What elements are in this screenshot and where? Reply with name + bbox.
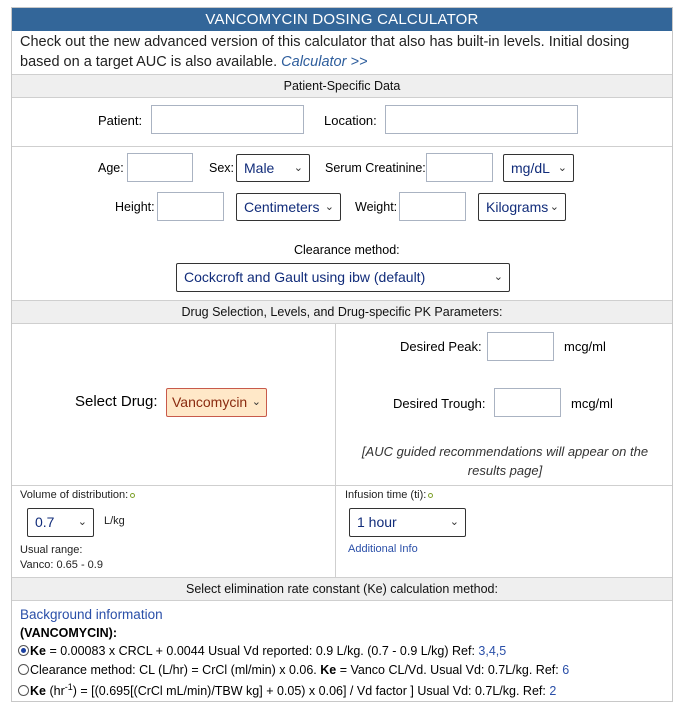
- weight-unit-value: Kilograms: [486, 199, 549, 215]
- drug-value: Vancomycin: [172, 394, 248, 410]
- weight-unit-select[interactable]: [478, 193, 566, 221]
- age-label: Age:: [98, 161, 124, 175]
- vd-unit: L/kg: [104, 515, 125, 527]
- infusion-time-value: 1 hour: [357, 514, 397, 530]
- creatinine-unit-select[interactable]: [503, 154, 574, 182]
- height-unit-select[interactable]: [236, 193, 341, 221]
- method-3-ref[interactable]: 2: [549, 684, 557, 699]
- vd-label-text: Volume of distribution:: [20, 489, 129, 501]
- page-title: VANCOMYCIN DOSING CALCULATOR: [12, 8, 672, 31]
- height-label: Height:: [115, 200, 155, 214]
- calculator-panel: [11, 7, 673, 702]
- clearance-method-label: Clearance method:: [294, 243, 400, 257]
- usual-range-value: Vanco: 0.65 - 0.9: [20, 559, 103, 571]
- additional-info-link[interactable]: Additional Info: [348, 543, 418, 555]
- clearance-method-select[interactable]: [176, 263, 510, 292]
- method-2-text: Clearance method: CL (L/hr) = CrCl (ml/min) x 0.06.: [30, 663, 321, 677]
- info-icon[interactable]: [428, 493, 433, 498]
- method-3-text: = [(0.695[(CrCl mL/min)/TBW kg] + 0.05) x 0.06] / Vd factor ] Usual Vd: 0.7L/kg. Ref:: [76, 684, 550, 699]
- ke-method-option-2[interactable]: [18, 663, 569, 677]
- ke-section-header: Select elimination rate constant (Ke) calculation method:: [12, 577, 672, 601]
- drug-name-heading: (VANCOMYCIN):: [20, 626, 117, 640]
- method-1-text: = 0.00083 x CRCL + 0.0044 Usual Vd reported: 0.9 L/kg. (0.7 - 0.9 L/kg) Ref:: [45, 644, 479, 658]
- location-label: Location:: [324, 113, 377, 128]
- age-input[interactable]: [127, 153, 193, 182]
- weight-label: Weight:: [355, 200, 398, 214]
- column-divider: [335, 324, 336, 578]
- divider: [12, 485, 672, 486]
- method-2-ref[interactable]: 6: [562, 663, 570, 677]
- patient-label: Patient:: [98, 113, 143, 128]
- sex-value: Male: [244, 160, 275, 176]
- height-input[interactable]: [157, 192, 224, 221]
- height-unit-value: Centimeters: [244, 199, 320, 215]
- desired-trough-input[interactable]: [494, 388, 561, 417]
- method-3-hr: (hr: [45, 684, 65, 699]
- ke-term: Ke: [320, 663, 337, 677]
- drug-select[interactable]: [166, 388, 267, 417]
- clearance-method-value: Cockcroft and Gault using ibw (default): [184, 269, 426, 285]
- sex-label: Sex:: [209, 161, 235, 175]
- chevron-down-icon: ⌄: [549, 201, 559, 213]
- method-3-sup: -1: [64, 682, 73, 692]
- desired-trough-label: Desired Trough:: [393, 396, 486, 411]
- infusion-time-label: [345, 489, 433, 501]
- radio-unselected[interactable]: [18, 664, 29, 675]
- vd-value: 0.7: [35, 514, 55, 530]
- chevron-down-icon: ⌄: [77, 516, 87, 528]
- desired-peak-label: Desired Peak:: [400, 339, 482, 354]
- patient-input[interactable]: [151, 105, 304, 134]
- calculator-link[interactable]: Calculator >>: [281, 54, 368, 70]
- creatinine-unit-value: mg/dL: [511, 160, 550, 176]
- volume-of-distribution-label: [20, 489, 135, 501]
- chevron-down-icon: ⌄: [324, 201, 334, 213]
- divider: [12, 146, 672, 147]
- infusion-label-text: Infusion time (ti):: [345, 489, 427, 501]
- weight-input[interactable]: [399, 192, 466, 221]
- chevron-down-icon: ⌄: [251, 396, 261, 408]
- method-1-refs[interactable]: 3,4,5: [478, 644, 507, 658]
- serum-creatinine-label: Serum Creatinine:: [325, 161, 426, 175]
- chevron-down-icon: ⌄: [557, 162, 567, 174]
- chevron-down-icon: ⌄: [449, 516, 459, 528]
- ke-term: Ke: [30, 644, 46, 658]
- method-3-close: ): [72, 684, 77, 699]
- serum-creatinine-input[interactable]: [426, 153, 493, 182]
- desired-peak-input[interactable]: [487, 332, 554, 361]
- usual-range-label: Usual range:: [20, 544, 83, 556]
- ke-method-option-3[interactable]: [18, 682, 556, 698]
- auc-note: [AUC guided recommendations will appear on the results page]: [361, 444, 649, 478]
- info-icon[interactable]: [130, 493, 135, 498]
- chevron-down-icon: ⌄: [293, 162, 303, 174]
- intro-message: Check out the new advanced version of this calculator that also has built-in levels. Initial dosing based on a target AUC is also available.: [20, 34, 630, 70]
- ke-term: Ke: [30, 684, 46, 699]
- method-2-text-2: = Vanco CL/Vd. Usual Vd: 0.7L/kg. Ref:: [336, 663, 563, 677]
- infusion-time-select[interactable]: [349, 508, 466, 537]
- intro-text: [20, 32, 660, 72]
- background-information-link[interactable]: Background information: [20, 607, 163, 622]
- select-drug-label: Select Drug:: [75, 393, 158, 410]
- drug-section-header: Drug Selection, Levels, and Drug-specific PK Parameters:: [12, 300, 672, 324]
- vd-select[interactable]: [27, 508, 94, 537]
- sex-select[interactable]: [236, 154, 310, 182]
- peak-unit: mcg/ml: [564, 339, 606, 354]
- patient-section-header: Patient-Specific Data: [12, 74, 672, 98]
- radio-selected[interactable]: [18, 645, 29, 656]
- location-input[interactable]: [385, 105, 578, 134]
- radio-unselected[interactable]: [18, 685, 29, 696]
- chevron-down-icon: ⌄: [493, 271, 503, 283]
- trough-unit: mcg/ml: [571, 396, 613, 411]
- ke-method-option-1[interactable]: [18, 644, 506, 658]
